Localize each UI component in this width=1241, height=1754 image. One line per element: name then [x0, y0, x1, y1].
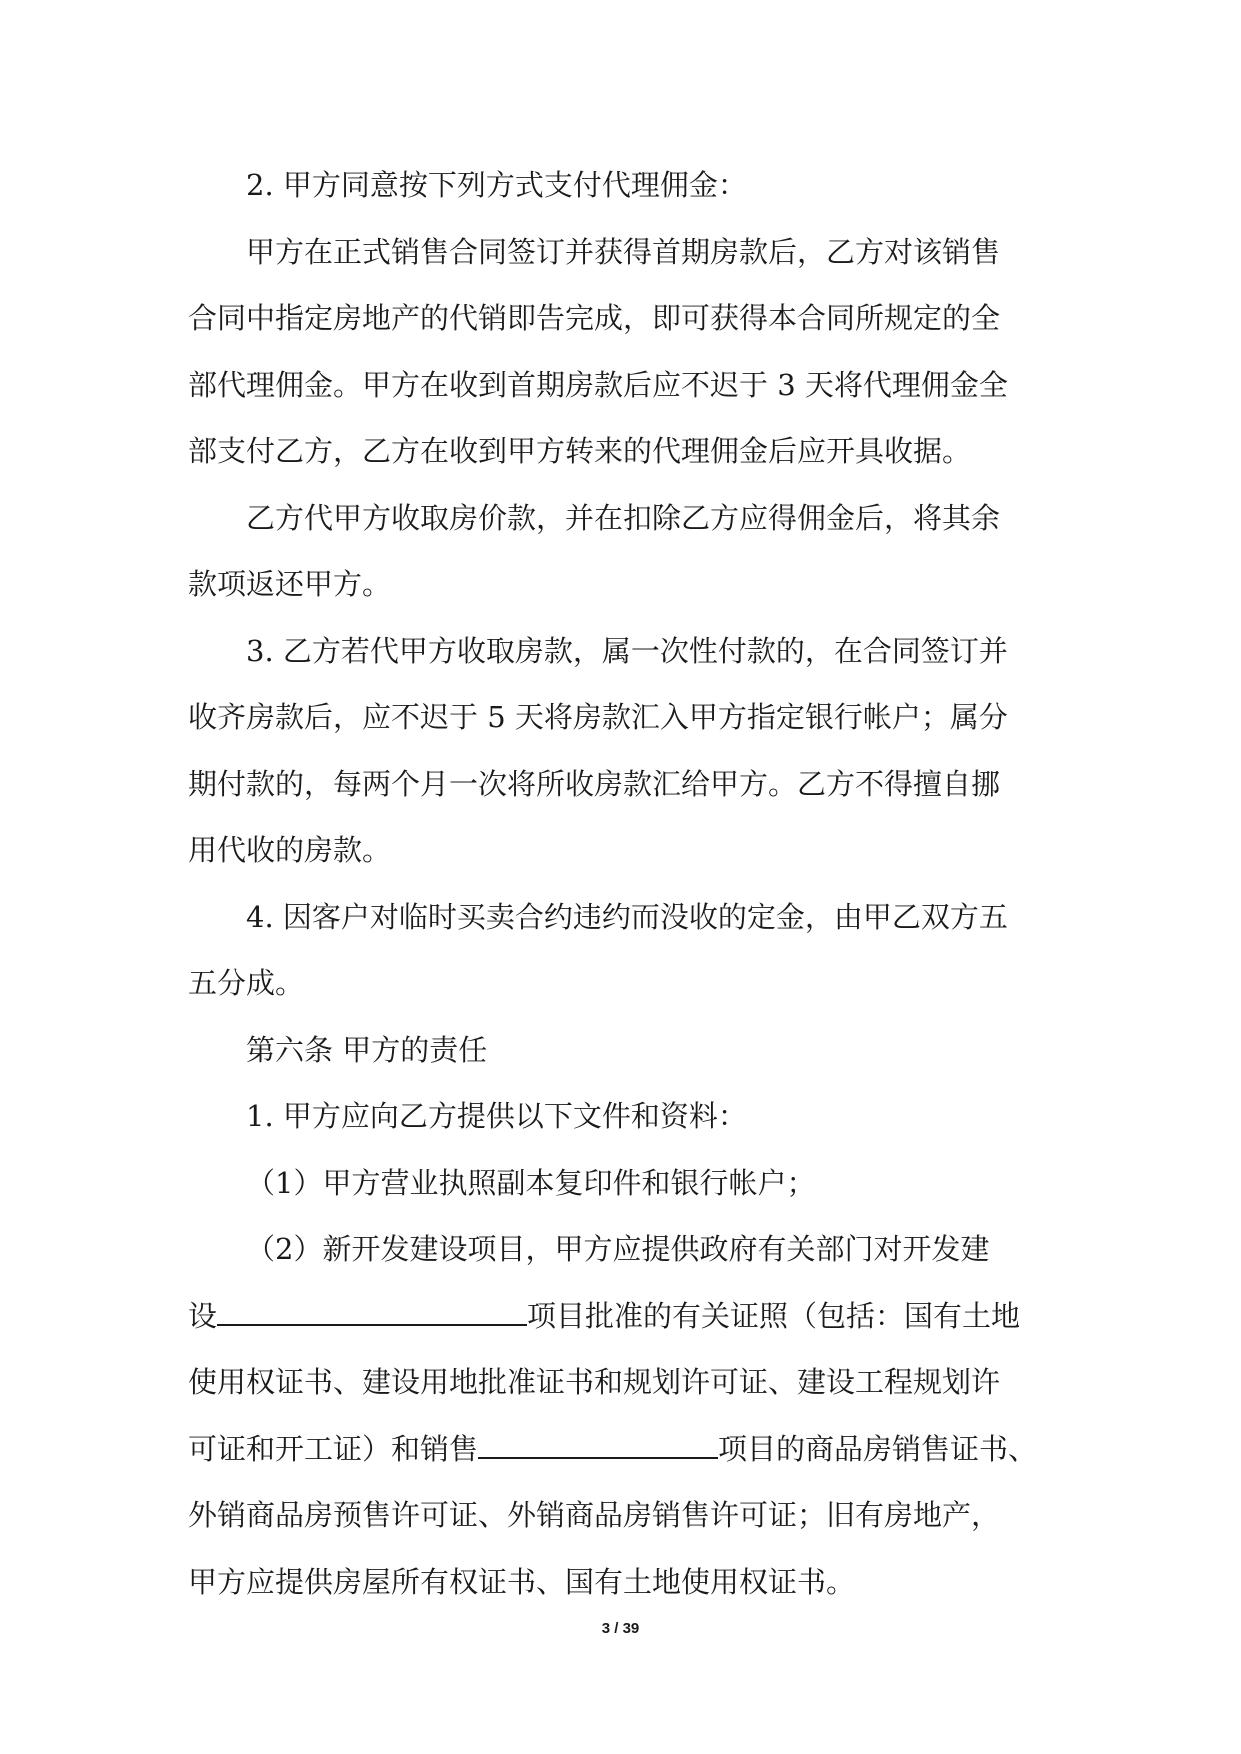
document-body	[188, 152, 1054, 1615]
paragraph-line: 合同中指定房地产的代销即告完成，即可获得本合同所规定的全	[188, 301, 1001, 335]
clause-2-heading: 2. 甲方同意按下列方式支付代理佣金：	[246, 168, 747, 202]
paragraph-line: 部支付乙方，乙方在收到甲方转来的代理佣金后应开具收据。	[188, 434, 972, 468]
paragraph-line: 甲方在正式销售合同签订并获得首期房款后，乙方对该销售	[246, 234, 1001, 269]
paragraph-line: 部代理佣金。甲方在收到首期房款后应不迟于 3 天将代理佣金全	[188, 367, 1008, 402]
fill-in-blank	[217, 1302, 527, 1326]
page-number: 3 / 39	[601, 1620, 640, 1637]
paragraph-line: 甲方应提供房屋所有权证书、国有土地使用权证书。	[188, 1564, 856, 1599]
paragraph-line: 五分成。	[188, 966, 305, 1000]
blank-line-2	[188, 1416, 1054, 1483]
text-segment: 可证和开工证）和销售	[188, 1431, 479, 1466]
paragraph-line: 用代收的房款。	[188, 833, 392, 867]
clause-3-line: 3. 乙方若代甲方收取房款，属一次性付款的，在合同签订并	[246, 633, 1008, 668]
item-1-line: （1）甲方营业执照副本复印件和银行帐户；	[246, 1165, 816, 1200]
item-2-line: （2）新开发建设项目，甲方应提供政府有关部门对开发建	[246, 1232, 990, 1266]
text-segment: 项目的商品房销售证书、	[718, 1431, 1038, 1466]
blank-line-1	[188, 1283, 1054, 1350]
paragraph-line: 期付款的，每两个月一次将所收房款汇给甲方。乙方不得擅自挪	[188, 766, 1001, 801]
clause-4-line: 4. 因客户对临时买卖合约违约而没收的定金，由甲乙双方五	[246, 899, 1008, 934]
paragraph-line: 收齐房款后，应不迟于 5 天将房款汇入甲方指定银行帐户；属分	[188, 700, 1008, 734]
paragraph-line: 乙方代甲方收取房价款，并在扣除乙方应得佣金后，将其余	[246, 500, 1001, 535]
paragraph-line: 使用权证书、建设用地批准证书和规划许可证、建设工程规划许	[188, 1365, 1001, 1399]
text-segment: 设	[188, 1298, 218, 1333]
clause-1-heading: 1. 甲方应向乙方提供以下文件和资料：	[246, 1099, 747, 1133]
paragraph-line: 外销商品房预售许可证、外销商品房销售许可证；旧有房地产，	[188, 1498, 1001, 1532]
text-segment: 项目批准的有关证照（包括：国有土地	[527, 1298, 1021, 1333]
article-6-heading: 第六条 甲方的责任	[246, 1032, 488, 1067]
paragraph-line: 款项返还甲方。	[188, 567, 392, 601]
fill-in-blank	[478, 1435, 718, 1459]
